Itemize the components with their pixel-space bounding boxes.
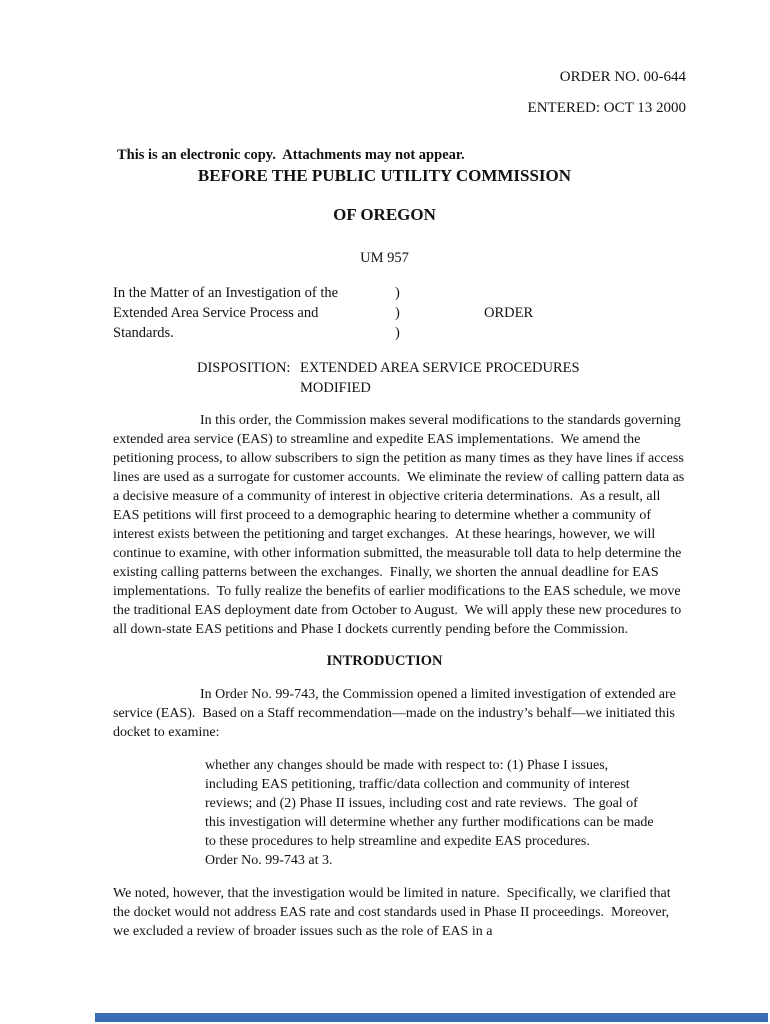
paragraph-1: In this order, the Commission makes several modifications to the standards governing extended area service (EAS) to streamline and expedite EAS implementations. We amend the petitioning process, to allow subscribers to sign the petition as many times as they have lines if access lines are used as a surrogate for customer accounts. We eliminate the review of calling pattern data as a decisive measure of a community of interest in objective criteria determinations. As a result, all EAS petitions will first proceed to a demographic hearing to determine whether a community of interest exists between the petitioning and target exchanges. At these hearings, however, we will continue to examine, with other information submitted, the measurable toll data to help determine the existing calling patterns between the exchanges. Finally, we shorten the annual deadline for EAS implementations. To fully realize the benefits of earlier modifications to the EAS schedule, we move the traditional EAS deployment date from October to August. We will apply these new procedures to all down-state EAS petitions and Phase I dockets currently pending before the Commission. [113, 413, 688, 637]
commission-title: BEFORE THE PUBLIC UTILITY COMMISSION [197, 166, 572, 185]
case-caption [113, 283, 686, 343]
paragraph-2: In Order No. 99-743, the Commission opened a limited investigation of extended are service (EAS). Based on a Staff recommendation—made on the industry’s behalf—we initiated this docket to examine: [113, 687, 680, 740]
paragraph-3: We noted, however, that the investigation would be limited in nature. Specifically, we clarified that the docket would not address EAS rate and cost standards used in Phase II proceedings. Moreover, we excluded a review of broader issues such as the role of EAS in a [113, 886, 675, 939]
entered-date: ENTERED: OCT 13 2000 [527, 100, 686, 116]
order-label: ORDER [484, 305, 534, 321]
caption-line-2: Extended Area Service Process and [113, 305, 319, 321]
introduction-heading: INTRODUCTION [326, 653, 443, 669]
quote-block: whether any changes should be made with respect to: (1) Phase I issues, including EAS petitioning, traffic/data collection and community of interest reviews; and (2) Phase II issues, including cost and rate reviews. The goal of this investigation will determine whether any further modifications can be made to these procedures to help streamline and expedite EAS procedures. [205, 758, 658, 849]
order-number: ORDER NO. 00-644 [559, 69, 686, 85]
disposition-label: DISPOSITION: [197, 360, 291, 376]
docket-number: UM 957 [360, 250, 409, 266]
disposition-text [300, 358, 630, 398]
disposition-line-1: EXTENDED AREA SERVICE PROCEDURES [300, 360, 580, 376]
bottom-blue-bar [95, 1013, 768, 1022]
caption-row [113, 323, 686, 343]
caption-row [113, 283, 686, 303]
caption-paren-3: ) [395, 325, 400, 341]
disposition-block [197, 358, 686, 398]
commission-subtitle: OF OREGON [333, 205, 436, 224]
electronic-copy-notice: This is an electronic copy. Attachments may not appear. [117, 147, 465, 163]
disposition-line-2: MODIFIED [300, 380, 371, 396]
quote-citation: Order No. 99-743 at 3. [205, 853, 333, 868]
caption-line-1: In the Matter of an Investigation of the [113, 285, 339, 301]
caption-paren-1: ) [395, 285, 400, 301]
caption-line-3: Standards. [113, 325, 174, 341]
caption-row [113, 303, 686, 323]
caption-paren-2: ) [395, 305, 400, 321]
